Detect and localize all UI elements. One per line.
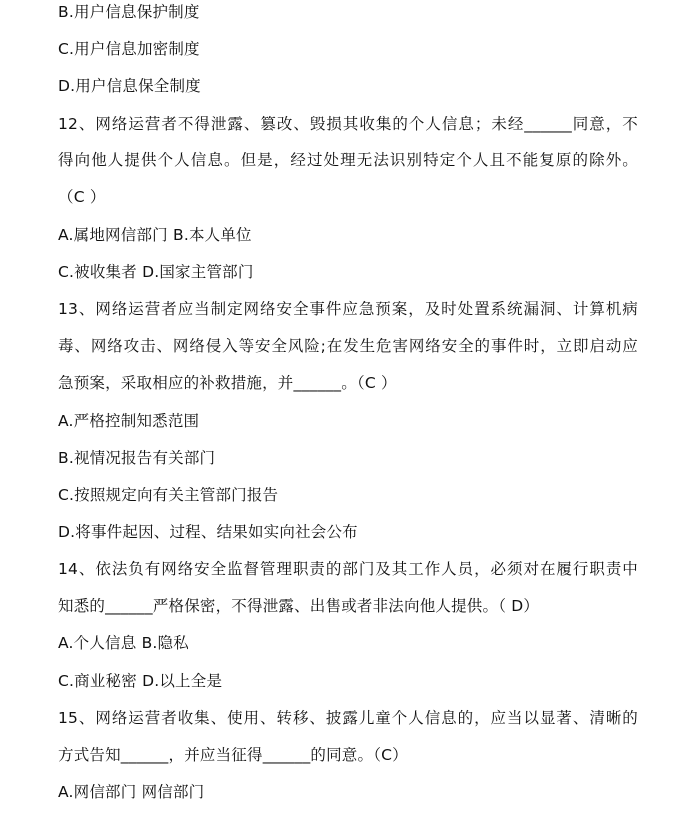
question-13-line-1: 13、网络运营者应当制定网络安全事件应急预案，及时处置系统漏洞、计算机病 (58, 300, 638, 318)
options-c-d-q12: C.被收集者 D.国家主管部门 (58, 263, 254, 281)
question-14-line-1: 14、依法负有网络安全监督管理职责的部门及其工作人员，必须对在履行职责中 (58, 560, 638, 578)
option-c-q11: C.用户信息加密制度 (58, 40, 200, 58)
question-15-line-2: 方式告知______，并应当征得______的同意。（C） (58, 746, 408, 764)
options-a-b-q12: A.属地网信部门 B.本人单位 (58, 226, 252, 244)
question-12-line-2: 得向他人提供个人信息。但是，经过处理无法识别特定个人且不能复原的除外。 (58, 151, 638, 169)
option-b-q11: B.用户信息保护制度 (58, 3, 200, 21)
option-a-q15: A.网信部门 网信部门 (58, 783, 205, 801)
option-d-q13: D.将事件起因、过程、结果如实向社会公布 (58, 523, 358, 541)
option-b-q13: B.视情况报告有关部门 (58, 449, 216, 467)
question-15-line-1: 15、网络运营者收集、使用、转移、披露儿童个人信息的，应当以显著、清晰的 (58, 709, 638, 727)
options-a-b-q14: A.个人信息 B.隐私 (58, 634, 189, 652)
question-14-line-2: 知悉的______严格保密，不得泄露、出售或者非法向他人提供。（ D） (58, 597, 540, 615)
option-c-q13: C.按照规定向有关主管部门报告 (58, 486, 279, 504)
question-12-answer: （C ） (58, 188, 106, 206)
question-12-line-1: 12、网络运营者不得泄露、篡改、毁损其收集的个人信息；未经______同意，不 (58, 115, 638, 133)
question-13-line-2: 毒、网络攻击、网络侵入等安全风险;在发生危害网络安全的事件时，立即启动应 (58, 337, 638, 355)
question-13-line-3: 急预案，采取相应的补救措施，并______。（C ） (58, 374, 397, 392)
option-a-q13: A.严格控制知悉范围 (58, 412, 200, 430)
option-d-q11: D.用户信息保全制度 (58, 77, 201, 95)
options-c-d-q14: C.商业秘密 D.以上全是 (58, 672, 223, 690)
